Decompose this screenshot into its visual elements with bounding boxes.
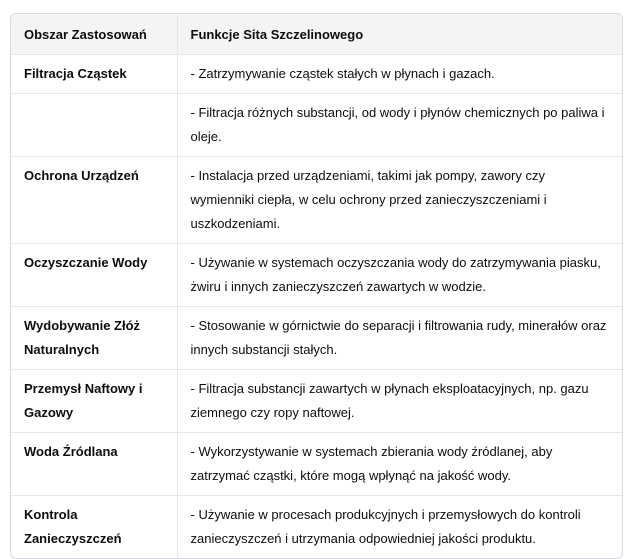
function-cell: - Wykorzystywanie w systemach zbierania wody źródlanej, aby zatrzymać cząstki, które mogą wpłynąć na jakość wody.: [177, 433, 622, 496]
area-cell: Wydobywanie Złóż Naturalnych: [11, 307, 177, 370]
header-area: Obszar Zastosowań: [11, 14, 177, 55]
applications-table-container: [10, 13, 623, 559]
area-cell: Woda Źródlana: [11, 433, 177, 496]
function-cell: - Filtracja różnych substancji, od wody i płynów chemicznych po paliwa i oleje.: [177, 94, 622, 157]
area-cell: Oczyszczanie Wody: [11, 244, 177, 307]
function-cell: - Instalacja przed urządzeniami, takimi jak pompy, zawory czy wymienniki ciepła, w celu ochrony przed zanieczyszczeniami i uszkodzeniami.: [177, 157, 622, 244]
table-row: [11, 157, 622, 244]
table-row: [11, 94, 622, 157]
area-cell: Przemysł Naftowy i Gazowy: [11, 370, 177, 433]
table-row: [11, 496, 622, 559]
table-body: [11, 55, 622, 559]
table-row: [11, 55, 622, 94]
table-row: [11, 370, 622, 433]
table-row: [11, 433, 622, 496]
table-row: [11, 244, 622, 307]
applications-table: [11, 14, 622, 558]
area-cell: Kontrola Zanieczyszczeń: [24, 507, 122, 546]
function-cell: - Stosowanie w górnictwie do separacji i filtrowania rudy, minerałów oraz innych substancji stałych.: [177, 307, 622, 370]
function-cell: - Używanie w procesach produkcyjnych i przemysłowych do kontroli zanieczyszczeń i utrzymania odpowiedniej jakości produktu.: [177, 496, 622, 559]
area-cell: [11, 94, 177, 157]
header-row: [11, 14, 622, 55]
table-header: [11, 14, 622, 55]
function-cell: - Filtracja substancji zawartych w płynach eksploatacyjnych, np. gazu ziemnego czy ropy naftowej.: [177, 370, 622, 433]
function-cell: - Zatrzymywanie cząstek stałych w płynach i gazach.: [177, 55, 622, 94]
area-cell: Filtracja Cząstek: [11, 55, 177, 94]
function-cell: - Używanie w systemach oczyszczania wody do zatrzymywania piasku, żwiru i innych zanieczyszczeń zawartych w wodzie.: [177, 244, 622, 307]
table-row: [11, 307, 622, 370]
header-function: Funkcje Sita Szczelinowego: [177, 14, 622, 55]
area-cell: Ochrona Urządzeń: [11, 157, 177, 244]
